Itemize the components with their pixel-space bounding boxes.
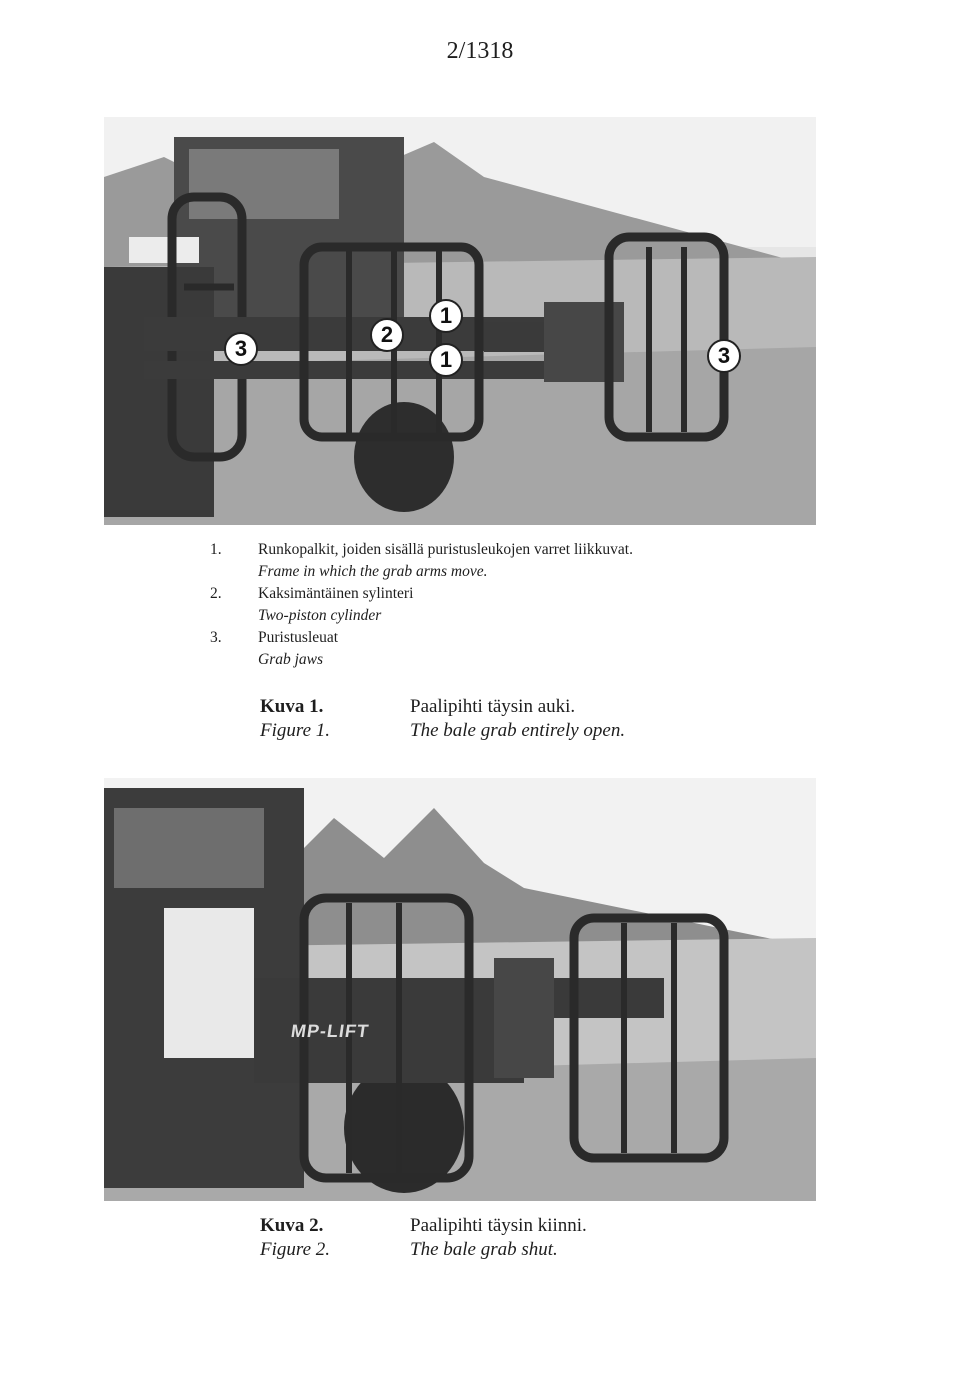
callout-3-left: 3 <box>224 332 258 366</box>
figure-1-legend <box>210 539 633 671</box>
page-number: 2/1318 <box>446 38 514 64</box>
caption-text-fi: Paalipihti täysin kiinni. <box>410 1215 587 1236</box>
figure-2-caption <box>260 1214 820 1264</box>
legend-text-fi: Puristusleuat <box>258 629 339 646</box>
bale-grab-shut-illustration <box>104 778 816 1201</box>
legend-text-en: Two-piston cylinder <box>258 607 382 624</box>
callout-1-upper: 1 <box>429 299 463 333</box>
caption-text-fi: Paalipihti täysin auki. <box>410 696 576 717</box>
legend-number: 2. <box>210 585 222 602</box>
caption-labels <box>260 1214 410 1262</box>
figure-2-photo <box>104 778 816 1201</box>
legend-text-fi: Runkopalkit, joiden sisällä puristusleukojen varret liikkuvat. <box>258 541 633 558</box>
caption-label-fi: Kuva 2. <box>260 1215 324 1236</box>
legend-text-en: Frame in which the grab arms move. <box>258 563 488 580</box>
caption-texts <box>410 695 810 743</box>
figure-1-caption <box>260 695 820 745</box>
caption-label-en: Figure 2. <box>260 1239 331 1260</box>
callout-2: 2 <box>370 318 404 352</box>
legend-entry-2 <box>210 583 633 627</box>
mp-lift-logo: MP-LIFT <box>289 1021 371 1041</box>
caption-text-en: The bale grab shut. <box>410 1239 558 1260</box>
legend-text-fi: Kaksimäntäinen sylinteri <box>258 585 414 602</box>
legend-entry-1 <box>210 539 633 583</box>
figure-1-photo <box>104 117 816 525</box>
caption-labels <box>260 695 410 743</box>
callout-1-lower: 1 <box>429 343 463 377</box>
caption-label-en: Figure 1. <box>260 720 331 741</box>
legend-text-en: Grab jaws <box>258 651 324 668</box>
caption-label-fi: Kuva 1. <box>260 696 324 717</box>
legend-entry-3 <box>210 627 633 671</box>
callout-3-right: 3 <box>707 339 741 373</box>
legend-number: 1. <box>210 541 222 558</box>
legend-number: 3. <box>210 629 222 646</box>
caption-text-en: The bale grab entirely open. <box>410 720 626 741</box>
caption-texts <box>410 1214 810 1262</box>
